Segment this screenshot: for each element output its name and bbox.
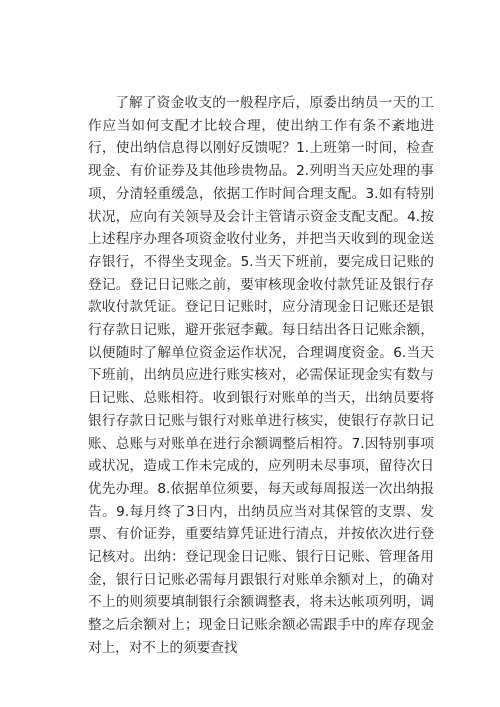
body-paragraph: 了解了资金收支的一般程序后，原委出纳员一天的工作应当如何支配才比较合理，使出纳工作有条不紊地进行，使出纳信息得以刚好反馈呢？1.上班第一时间，检查现金、有价证券及其他珍贵物品。2.列明当天应处理的事项，分清轻重缓急，依据工作时间合理支配。3.如有特别状况，应向有关领导及会计主管请示资金支配支配。4.按上述程序办理各项资金收付业务，并把当天收到的现金送存银行，不得坐支现金。5.当天下班前，要完成日记账的登记。登记日记账之前，要审核现金收付款凭证及银行存款收付款凭证。登记日记账时，应分清现金日记账还是银行存款日记账，避开张冠李戴。每日结出各日记账余额，以便随时了解单位资金运作状况，合理调度资金。6.当天下班前，出纳员应进行账实核对，必需保证现金实有数与日记账、总账相符。收到银行对账单的当天，出纳员要将银行存款日记账与银行对账单进行核实，使银行存款日记账、总账与对账单在进行余额调整后相符。7.因特别事项或状况，造成工作未完成的，应列明未尽事项，留待次日优先办理。8.依据单位须要，每天或每周报送一次出纳报告。9.每月终了3日内，出纳员应当对其保管的支票、发票、有价证券，重要结算凭证进行清点，并按依次进行登记核对。出纳：登记现金日记账、银行日记账、管理备用金，银行日记账必需每月跟银行对账单余额对上，的确对不上的则须要填制银行余额调整表，将未达帐项列明，调整之后余额对上；现金日记账余额必需跟手中的库存现金对上，对不上的须要查找 bbox=[88, 95, 434, 656]
document-body bbox=[88, 92, 434, 660]
